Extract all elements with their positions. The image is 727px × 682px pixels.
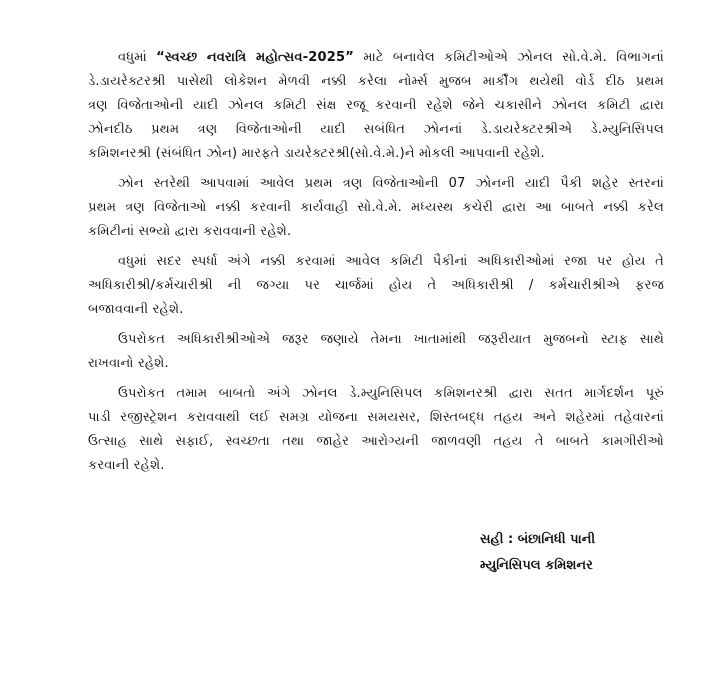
paragraph-1-line-1-prefix: વધુમાં	[118, 50, 157, 65]
paragraph-1-line-2: ડે.ડાયરેક્ટરશ્રી પાસેથી લોકેશન મેળવી નક્કી કરેલા નોર્મ્સ મુજબ માર્કીંગ થયેથી વોર્ડ દીઠ પ્રથમ	[88, 74, 664, 89]
paragraph-1-line-1	[118, 48, 664, 68]
paragraph-5-line-1: ઉપરોકત તમામ બાબતો અંગે ઝોનલ ડે.મ્યુનિસિપલ કમિશનરશ્રી દ્વારા સતત માર્ગદર્શન પૂરું	[118, 386, 664, 401]
signature-name: સહી : બંછાનિધી પાની	[480, 532, 596, 547]
paragraph-1-line-4: ઝોનદીઠ પ્રથમ ત્રણ વિજેતાઓની યાદી સબંધિત ઝોનનાં ડે.ડાયરેક્ટરશ્રીએ ડે.મ્યુનિસિપલ	[88, 122, 664, 137]
paragraph-3-line-3: બજાવવાની રહેશે.	[88, 302, 184, 317]
paragraph-4-line-1: ઉપરોકત અધિકારીશ્રીઓએ જરૂર જણાયે તેમના ખાતામાંથી જરૂરીયાત મુજબનો સ્ટાફ સાથે	[118, 332, 664, 347]
festival-title: “સ્વચ્છ નવરાત્રિ મહોત્સવ-2025”	[156, 50, 355, 65]
paragraph-2-line-1: ઝોન સ્તરેથી આપવામાં આવેલ પ્રથમ ત્રણ વિજેતાઓની 07 ઝોનની યાદી પૈકી શહેર સ્તરનાં	[118, 176, 664, 191]
paragraph-3-line-2: અધિકારીશ્રી/કર્મચારીશ્રી ની જગ્યા પર ચાર્જમાં હોય તે અધિકારીશ્રી / કર્મચારીશ્રીએ ફરજ	[88, 278, 664, 293]
signature-title: મ્યુનિસિપલ કમિશનર	[480, 558, 593, 573]
paragraph-5-line-3: ઉત્સાહ સાથે સફાઈ, સ્વચ્છતા તથા જાહેર આરોગ્યની જાળવણી તહય તે બાબતે કામગીરીઓ	[88, 434, 664, 449]
paragraph-1-line-1-suffix: માટે બનાવેલ કમિટીઓએ ઝોનલ સો.વે.મે. વિભાગનાં	[354, 50, 664, 65]
paragraph-2-line-2: પ્રથમ ત્રણ વિજેતાઓ નક્કી કરવાની કાર્યવાહી સો.વે.મે. મધ્યસ્થ કચેરી દ્વારા આ બાબતે નક્કી કરેલ	[88, 200, 664, 215]
paragraph-4-line-2: રાખવાનો રહેશે.	[88, 356, 169, 371]
paragraph-5-line-2: પાડી રજીસ્ટ્રેશન કરાવવાથી લઈ સમગ્ર યોજના સમયસર, શિસ્તબદ્ધ તહય અને શહેરમાં તહેવારનાં	[88, 410, 664, 425]
paragraph-3-line-1: વધુમાં સદર સ્પર્ધા અંગે નક્કી કરવામાં આવેલ કમિટી પૈકીનાં અધિકારીઓમાં રજા પર હોય તે	[118, 254, 664, 269]
paragraph-2-line-3: કમિટીનાં સભ્યો દ્વારા કરાવવાની રહેશે.	[88, 224, 292, 239]
paragraph-5-line-4: કરવાની રહેશે.	[88, 458, 165, 473]
paragraph-1-line-3: ત્રણ વિજેતાઓની યાદી ઝોનલ કમિટી સંક્ષ રજૂ કરવાની રહેશે જેને ચકાસીને ઝોનલ કમિટી દ્વારા	[88, 98, 664, 113]
paragraph-1-line-5: કમિશનરશ્રી (સંબંધિત ઝોન) મારફતે ડાયરેક્ટરશ્રી(સો.વે.મે.)ને મોકલી આપવાની રહેશે.	[88, 146, 545, 161]
